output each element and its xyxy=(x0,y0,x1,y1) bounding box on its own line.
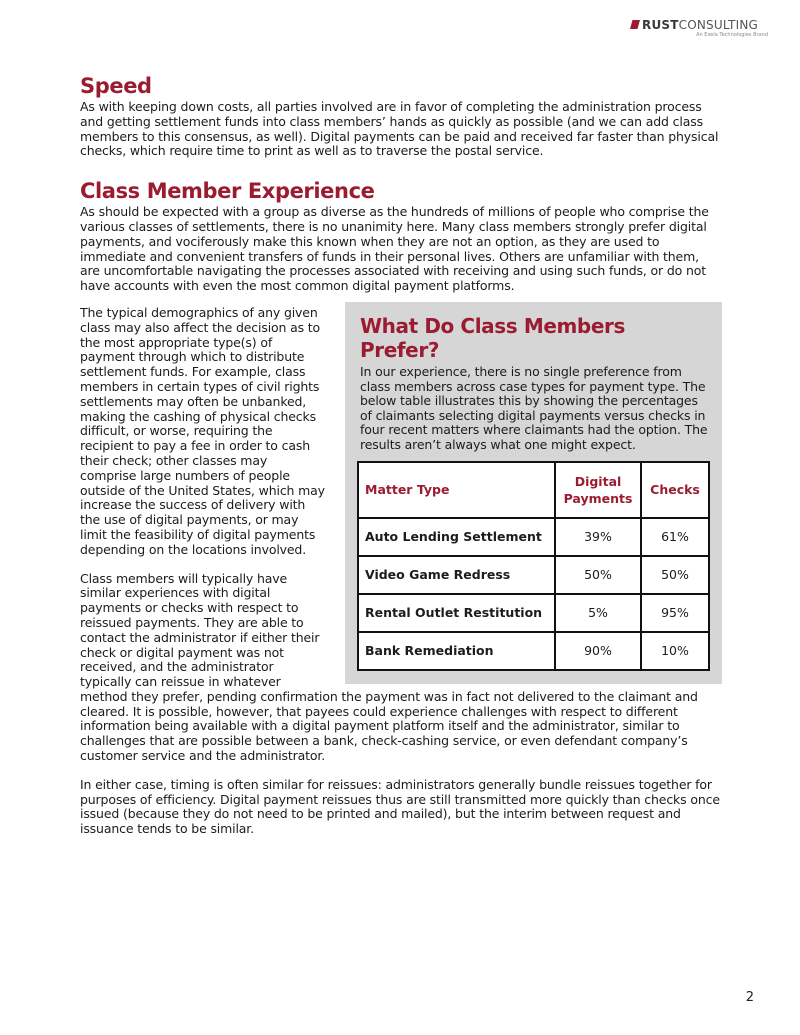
preference-callout-box xyxy=(345,302,722,684)
class-member-experience-heading: Class Member Experience xyxy=(80,179,375,204)
table-header-row xyxy=(358,462,709,518)
logo-tagline: An Exela Technologies Brand xyxy=(696,32,768,38)
speed-heading: Speed xyxy=(80,74,152,98)
checks-cell: 10% xyxy=(641,632,709,670)
table-row xyxy=(358,518,709,556)
page-content xyxy=(80,72,720,837)
checks-cell: 50% xyxy=(641,556,709,594)
text-wrap-region xyxy=(80,306,720,837)
experience-paragraph-2: The typical demographics of any given class may also affect the decision as to the most appropriate type(s) of payment through which to distribute settlement funds. For example, class members in certain types of civil rights settlements may often be unbanked, making the cashing of physical checks difficult, or worse, requiring the recipient to pay a fee in order to cash their check; other classes may comprise large numbers of people outside of the United States, which may increase the success of delivery with the use of digital payments, or may limit the feasibility of digital payments depending on the locations involved. xyxy=(80,304,325,557)
speed-paragraph: As with keeping down costs, all parties involved are in favor of completing the administration process and getting settlement funds into class members’ hands as quickly as possible (and we can add class members to this consensus, as well). Digital payments can be paid and received far faster than physical checks, which require time to print as well as to traverse the postal service. xyxy=(80,99,719,159)
header-digital-payments: Digital Payments xyxy=(555,462,641,518)
table-row xyxy=(358,594,709,632)
rust-consulting-logo xyxy=(630,18,770,42)
digital-cell: 39% xyxy=(555,518,641,556)
matter-cell: Auto Lending Settlement xyxy=(358,518,555,556)
page-number: 2 xyxy=(745,990,754,1005)
digital-cell: 50% xyxy=(555,556,641,594)
digital-cell: 5% xyxy=(555,594,641,632)
checks-cell: 61% xyxy=(641,518,709,556)
logo-wordmark: RUSTCONSULTING xyxy=(642,18,759,32)
checks-cell: 95% xyxy=(641,594,709,632)
matter-cell: Video Game Redress xyxy=(358,556,555,594)
experience-paragraph-3: Class members will typically have similar experiences with digital payments or checks with respect to reissued payments. They are able to contact the administrator if either their check or digital payment was not received, and the administrator typically can reissue in whatever method they prefer, pending confirmation the payment was in fact not delivered to the claimant and cleared. It is possible, however, that payees could experience challenges with respect to different information being available with a digital payment platform itself and the administrator, similar to challenges that are possible between a bank, check-cashing service, or even defendant company’s customer service and the administrator. xyxy=(80,570,698,764)
header-matter-type: Matter Type xyxy=(358,462,555,518)
callout-text: In our experience, there is no single preference from class members across case types for payment type. The below table illustrates this by showing the percentages of claimants selecting digital payments versus checks in four recent matters where claimants had the option. The results aren’t always what one might expect. xyxy=(360,363,708,452)
logo-mark-icon xyxy=(630,20,640,29)
table-row xyxy=(358,632,709,670)
experience-paragraph-1: As should be expected with a group as diverse as the hundreds of millions of people who comprise the various classes of settlements, there is no unanimity here. Many class members strongly prefer digital payments, and vociferously make this known when they are not an option, as they are used to immediate and convenient transfers of funds in their personal lives. Others are unfamiliar with them, are uncomfortable navigating the processes associated with receiving and using such funds, or do not have accounts with even the most common digital payment platforms. xyxy=(80,204,709,294)
header-checks: Checks xyxy=(641,462,709,518)
digital-cell: 90% xyxy=(555,632,641,670)
preference-table xyxy=(357,461,710,671)
callout-title: What Do Class Members Prefer? xyxy=(360,313,625,362)
matter-cell: Rental Outlet Restitution xyxy=(358,594,555,632)
table-row xyxy=(358,556,709,594)
experience-paragraph-4: In either case, timing is often similar for reissues: administrators generally bundle reissues together for purposes of efficiency. Digital payment reissues thus are still transmitted more quickly than checks once issued (because they do not need to be printed and mailed), but the interim between request and issuance tends to be similar. xyxy=(80,776,720,837)
matter-cell: Bank Remediation xyxy=(358,632,555,670)
